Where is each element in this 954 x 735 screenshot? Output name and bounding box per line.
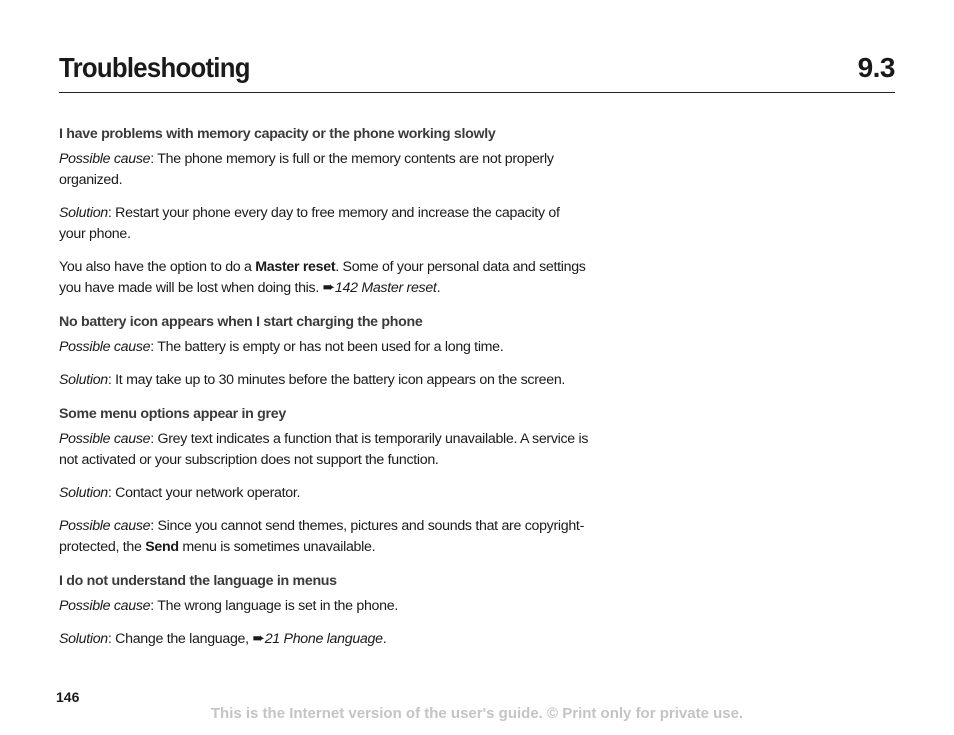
solution <box>59 370 589 391</box>
cause-label: Possible cause <box>59 151 151 167</box>
solution <box>59 629 589 650</box>
cause-label: Possible cause <box>59 339 151 355</box>
solution-text: : It may take up to 30 minutes before the battery icon appears on the screen. <box>107 372 566 388</box>
arrow-right-icon: ➨ <box>252 630 265 647</box>
possible-cause <box>59 596 589 617</box>
section-heading: No battery icon appears when I start charging the phone <box>59 314 423 330</box>
arrow-right-icon: ➨ <box>322 279 335 296</box>
cross-reference-link[interactable]: 142 Master reset <box>334 280 437 296</box>
solution-text: : Contact your network operator. <box>107 485 301 501</box>
cause-text: : The phone memory is full or the memory contents are not properly organized. <box>59 151 554 188</box>
section-heading: I do not understand the language in menus <box>59 573 337 589</box>
page-header <box>59 50 895 93</box>
solution <box>59 483 589 504</box>
page-title: Troubleshooting <box>59 52 250 83</box>
extra-text-2: . Some of your personal data and settings you have made will be lost when doing this. <box>59 259 586 296</box>
cause-text: : Since you cannot send themes, pictures and sounds that are copyright-protected, the <box>59 518 584 555</box>
cause-label: Possible cause <box>59 431 151 447</box>
solution-label: Solution <box>59 205 108 221</box>
footer-notice <box>0 705 954 722</box>
extra-note <box>59 257 589 299</box>
possible-cause <box>59 429 589 471</box>
master-reset-term: Master reset <box>255 259 336 275</box>
possible-cause <box>59 337 589 358</box>
solution-text: : Change the language, <box>107 631 253 647</box>
possible-cause-2 <box>59 516 589 558</box>
page-number: 146 <box>56 689 80 705</box>
extra-end: . <box>436 280 441 296</box>
send-term: Send <box>145 539 179 555</box>
extra-text: You also have the option to do a <box>59 259 256 275</box>
section-heading: I have problems with memory capacity or the phone working slowly <box>59 126 496 142</box>
cause-text: : Grey text indicates a function that is temporarily unavailable. A service is not activated or your subscription does not support the function. <box>59 431 589 468</box>
footer-text: This is the Internet version of the user's guide. © Print only for private use. <box>210 705 744 722</box>
possible-cause <box>59 149 589 191</box>
solution-text: : Restart your phone every day to free memory and increase the capacity of your phone. <box>59 205 560 242</box>
cause-label: Possible cause <box>59 598 151 614</box>
cross-reference-link[interactable]: 21 Phone language <box>264 631 383 647</box>
cause-text: : The battery is empty or has not been used for a long time. <box>150 339 504 355</box>
solution <box>59 203 589 245</box>
section-heading: Some menu options appear in grey <box>59 406 286 422</box>
section-number: 9.3 <box>857 52 895 83</box>
troubleshooting-content <box>59 124 589 650</box>
solution-end: . <box>382 631 387 647</box>
cause-text-end: menu is sometimes unavailable. <box>178 539 376 555</box>
cause-text: : The wrong language is set in the phone. <box>150 598 398 614</box>
solution-label: Solution <box>59 485 108 501</box>
solution-label: Solution <box>59 631 108 647</box>
cause-label: Possible cause <box>59 518 151 534</box>
solution-label: Solution <box>59 372 108 388</box>
